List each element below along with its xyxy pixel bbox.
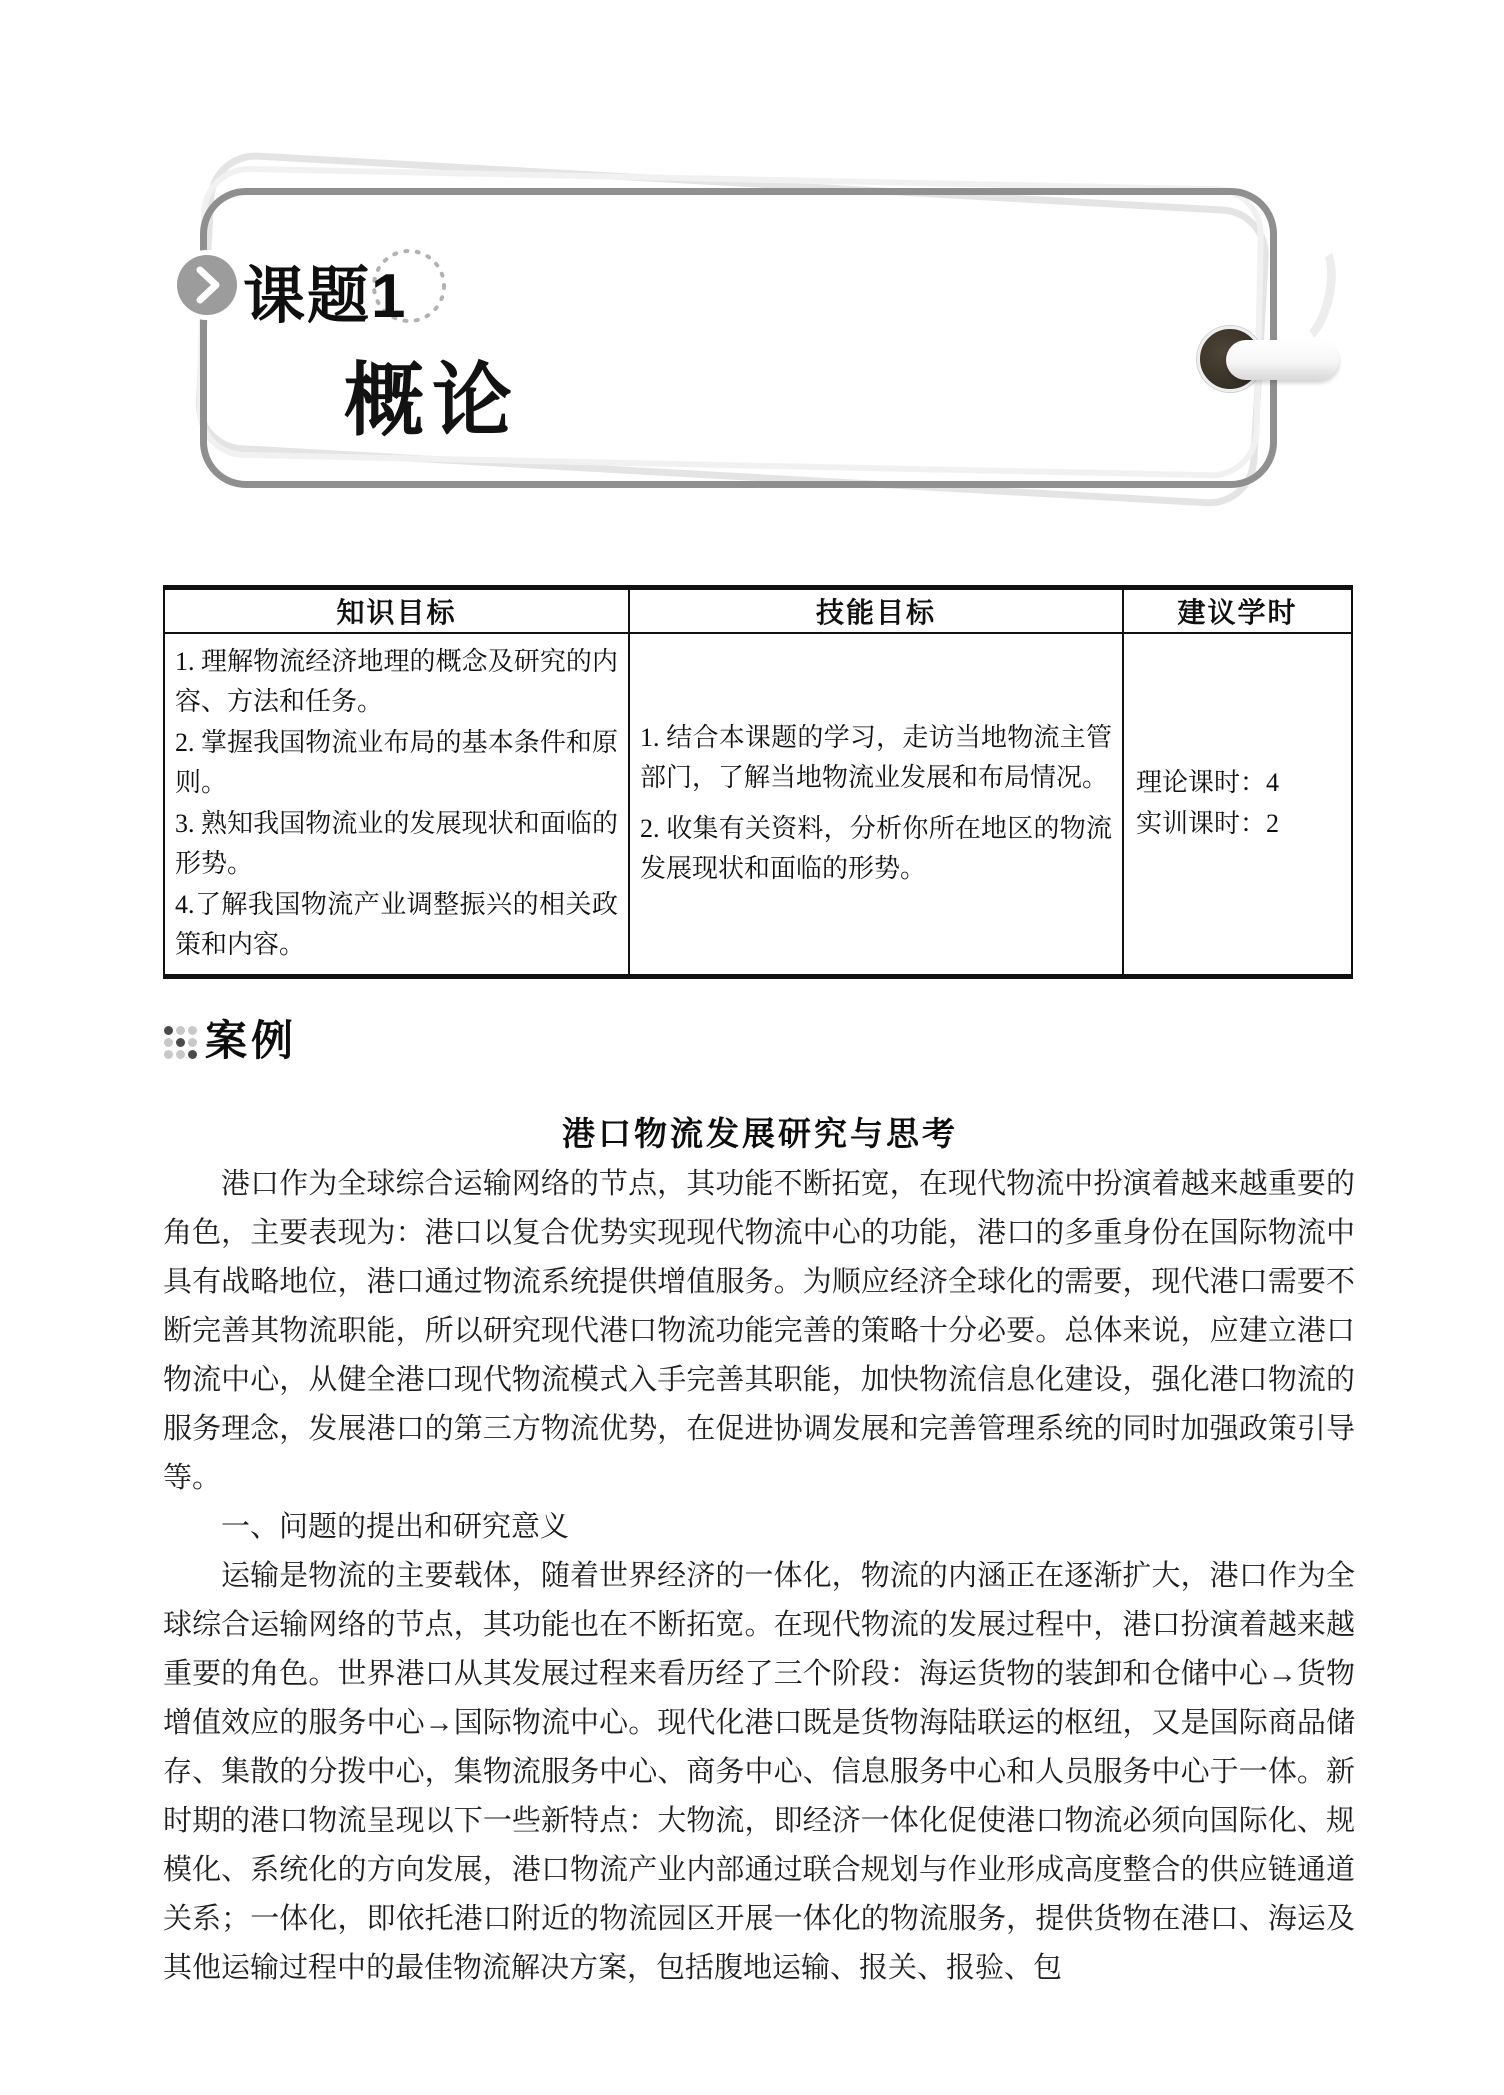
- article-paragraph: 港口作为全球综合运输网络的节点，其功能不断拓宽，在现代物流中扮演着越来越重要的角色，主要表现为：港口以复合优势实现现代物流中心的功能，港口的多重身份在国际物流中具有战略地位，港口通过物流系统提供增值服务。为顺应经济全球化的需要，现代港口需要不断完善其物流职能，所以研究现代港口物流功能完善的策略十分必要。总体来说，应建立港口物流中心，从健全港口现代物流模式入手完善其职能，加快物流信息化建设，强化港口物流的服务理念，发展港口的第三方物流优势，在促进协调发展和完善管理系统的同时加强政策引导等。: [163, 1168, 1355, 1494]
- list-item: 2. 收集有关资料，分析你所在地区的物流发展现状和面临的形势。: [640, 813, 1112, 884]
- list-item: 1. 结合本课题的学习，走访当地物流主管部门，了解当地物流业发展和布局情况。: [640, 722, 1112, 793]
- dot: [164, 1026, 173, 1035]
- article-body: [163, 1160, 1355, 1993]
- dot: [176, 1050, 185, 1059]
- table-header-row: [164, 588, 1352, 633]
- objectives-table: [163, 585, 1353, 979]
- header-skill-objectives: 技能目标: [629, 588, 1123, 633]
- dot: [188, 1050, 197, 1059]
- chapter-title: 概论: [344, 356, 520, 445]
- dots-grid-icon: [164, 1026, 197, 1059]
- knowledge-objectives-cell: [164, 633, 629, 977]
- case-section-label: 案例: [205, 1019, 298, 1065]
- dot: [176, 1026, 185, 1035]
- article-section-heading: 一、问题的提出和研究意义: [221, 1511, 570, 1543]
- suggested-hours-list: [1136, 763, 1341, 844]
- list-item: 1. 理解物流经济地理的概念及研究的内容、方法和任务。: [175, 646, 618, 717]
- pin-bar-decoration: [1226, 340, 1339, 380]
- list-item: 3. 熟知我国物流业的发展现状和面临的形势。: [175, 808, 618, 879]
- dot: [188, 1026, 197, 1035]
- dot: [176, 1038, 185, 1047]
- dot: [188, 1038, 197, 1047]
- skill-objectives-cell: [629, 633, 1123, 977]
- suggested-hours-cell: [1123, 633, 1352, 977]
- article-paragraph: 运输是物流的主要载体，随着世界经济的一体化，物流的内涵正在逐渐扩大，港口作为全球综合运输网络的节点，其功能也在不断拓宽。在现代物流的发展过程中，港口扮演着越来越重要的角色。世界港口从其发展过程来看历经了三个阶段：海运货物的装卸和仓储中心→货物增值效应的服务中心→国际物流中心。现代化港口既是货物海陆联运的枢纽，又是国际商品储存、集散的分拨中心，集物流服务中心、商务中心、信息服务中心和人员服务中心于一体。新时期的港口物流呈现以下一些新特点：大物流，即经济一体化促使港口物流必须向国际化、规模化、系统化的方向发展，港口物流产业内部通过联合规划与作业形成高度整合的供应链通道关系；一体化，即依托港口附近的物流园区开展一体化的物流服务，提供货物在港口、海运及其他运输过程中的最佳物流解决方案，包括腹地运输、报关、报验、包: [163, 1560, 1355, 1984]
- knowledge-objectives-list: [175, 642, 618, 966]
- list-item: 实训课时：2: [1136, 808, 1280, 838]
- list-item: 4.了解我国物流产业调整振兴的相关政策和内容。: [175, 889, 618, 960]
- list-item: 理论课时：4: [1136, 768, 1280, 798]
- table-body-row: [164, 633, 1352, 977]
- dot: [164, 1050, 173, 1059]
- header-knowledge-objectives: 知识目标: [164, 588, 629, 633]
- article-title: 港口物流发展研究与思考: [562, 1117, 958, 1153]
- chapter-topic-label: 课题1: [243, 262, 408, 331]
- pin-wire-decoration: [1271, 234, 1344, 350]
- header-suggested-hours: 建议学时: [1123, 588, 1352, 633]
- case-section-header: [164, 1008, 297, 1068]
- dot: [164, 1038, 173, 1047]
- skill-objectives-list: [640, 718, 1112, 890]
- list-item: 2. 掌握我国物流业布局的基本条件和原则。: [175, 727, 618, 798]
- chevron-icon: [177, 255, 237, 315]
